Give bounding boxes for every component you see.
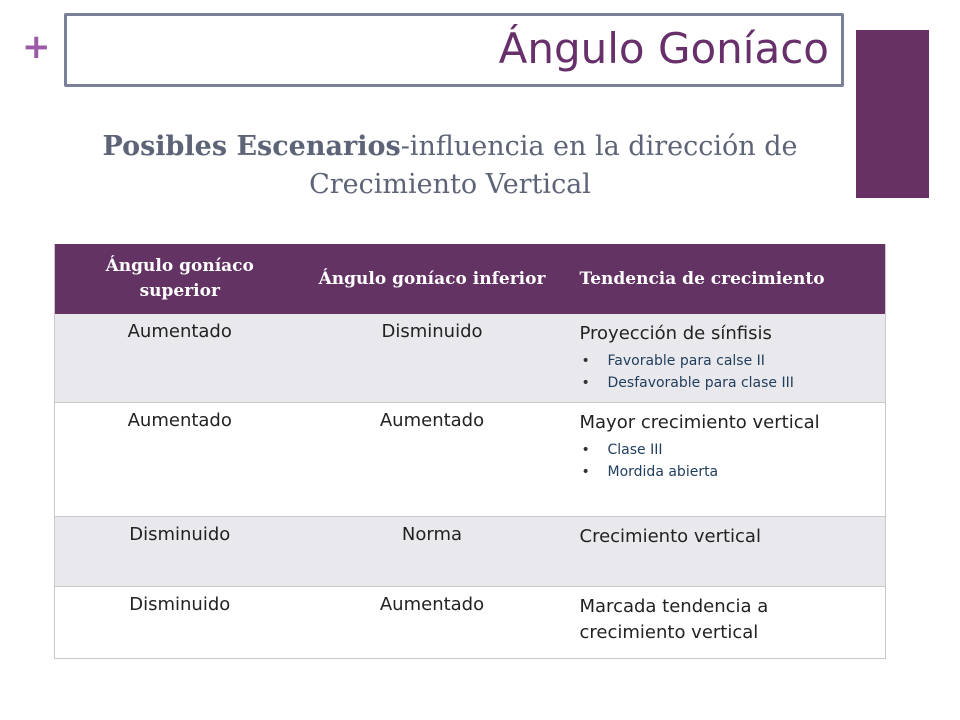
header-superior: Ángulo goníaco superior [55, 244, 305, 314]
cell-inferior: Aumentado [305, 402, 560, 516]
table-row [55, 402, 886, 516]
list-item: • Favorable para calse II [608, 350, 878, 372]
bullet-list [580, 439, 878, 483]
list-item: • Desfavorable para clase III [608, 372, 878, 394]
cell-tendencia [560, 586, 886, 658]
cell-superior: Disminuido [55, 586, 305, 658]
growth-table [54, 244, 886, 659]
cell-tendencia [560, 516, 886, 586]
cell-superior: Aumentado [55, 402, 305, 516]
accent-block [856, 30, 929, 198]
table-row [55, 516, 886, 586]
tendencia-text: Mayor crecimiento vertical [579, 411, 820, 433]
bullet-list [580, 350, 878, 394]
tendencia-text: Crecimiento vertical [579, 525, 761, 547]
slide-title: Ángulo Goníaco [498, 24, 829, 73]
subtitle-bold: Posibles Escenarios [102, 131, 401, 162]
cell-inferior: Aumentado [305, 586, 560, 658]
cell-tendencia [560, 314, 886, 402]
cell-superior: Disminuido [55, 516, 305, 586]
subtitle-rest: -influencia en la dirección de Crecimiento Vertical [309, 131, 798, 200]
title-box [64, 13, 844, 87]
table-row [55, 586, 886, 658]
cell-superior: Aumentado [55, 314, 305, 402]
table-row [55, 314, 886, 402]
cell-inferior: Norma [305, 516, 560, 586]
table-header-row [55, 244, 886, 314]
cell-inferior: Disminuido [305, 314, 560, 402]
tendencia-text: Marcada tendencia a crecimiento vertical [579, 595, 769, 643]
header-inferior: Ángulo goníaco inferior [305, 244, 560, 314]
cell-tendencia [560, 402, 886, 516]
tendencia-text: Proyección de sínfisis [579, 323, 772, 344]
slide-subtitle [60, 128, 840, 204]
header-tendencia: Tendencia de crecimiento [560, 244, 886, 314]
list-item: • Mordida abierta [608, 461, 878, 483]
list-item: • Clase III [608, 439, 878, 461]
plus-icon: + [22, 27, 51, 67]
